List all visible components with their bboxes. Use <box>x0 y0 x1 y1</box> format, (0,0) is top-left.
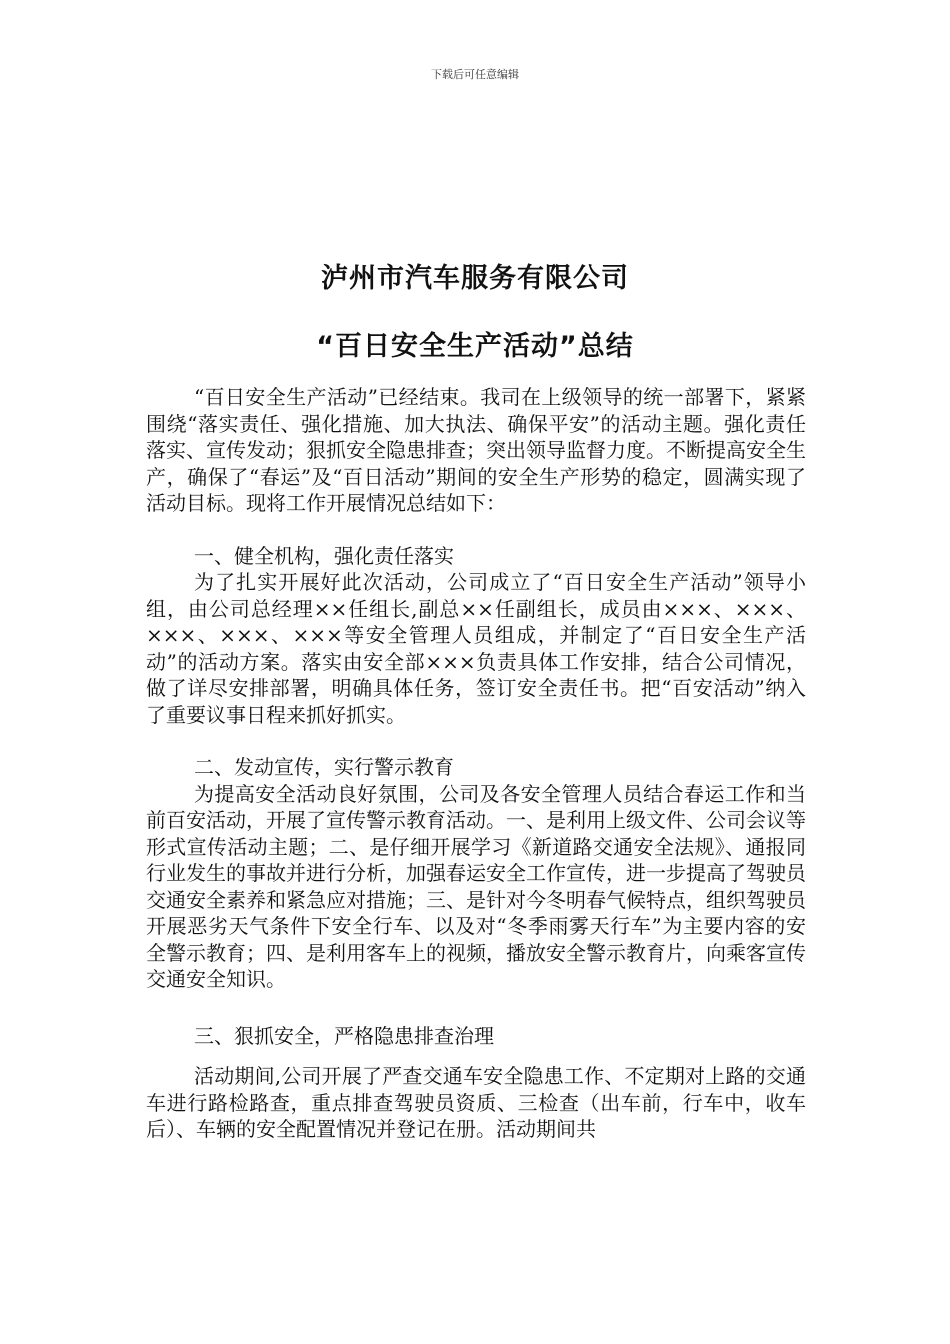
section-heading-1: 一、健全机构，强化责任落实 <box>194 543 454 568</box>
document-body <box>146 384 806 1143</box>
document-title-company: 泸州市汽车服务有限公司 <box>321 263 629 294</box>
section-paragraph-3: 活动期间,公司开展了严查交通车安全隐患工作、不定期对上路的交通车进行路检路查，重点排查驾驶员资质、三检查（出车前，行车中，收车后）、车辆的安全配置情况并登记在册。活动期间共 <box>146 1064 806 1141</box>
section-heading-2: 二、发动宣传，实行警示教育 <box>194 755 454 779</box>
section-paragraph-2: 为提高安全活动良好氛围，公司及各安全管理人员结合春运工作和当前百安活动，开展了宣传警示教育活动。一、是利用上级文件、公司会议等形式宣传活动主题；二、是仔细开展学习《新道路交通安全法规》、通报同行业发生的事故并进行分析，加强春运安全工作宣传，进一步提高了驾驶员交通安全素养和紧急应对措施；三、是针对今冬明春气候特点，组织驾驶员开展恶劣天气条件下安全行车、以及对“冬季雨雾天行车”为主要内容的安全警示教育；四、是利用客车上的视频，播放安全警示教育片，向乘客宣传交通安全知识。 <box>146 781 806 991</box>
header-note: 下载后可任意编辑 <box>431 68 519 81</box>
section-heading-3: 三、狠抓安全，严格隐患排查治理 <box>194 1023 494 1048</box>
section-paragraph-1: 为了扎实开展好此次活动，公司成立了“百日安全生产活动”领导小组，由公司总经理××任组长,副总××任副组长，成员由×××、×××、×××、×××、×××等安全管理人员组成，并制定了“百日安全生产活动”的活动方案。落实由安全部×××负责具体工作安排，结合公司情况，做了详尽安排部署，明确具体任务，签订安全责任书。把“百安活动”纳入了重要议事日程来抓好抓实。 <box>146 570 806 727</box>
document-title-subject: “百日安全生产活动”总结 <box>316 331 634 362</box>
intro-paragraph: “百日安全生产活动”已经结束。我司在上级领导的统一部署下，紧紧围绕“落实责任、强化措施、加大执法、确保平安”的活动主题。强化责任落实、宣传发动；狠抓安全隐患排查；突出领导监督力度。不断提高安全生产，确保了“春运”及“百日活动”期间的安全生产形势的稳定，圆满实现了活动目标。现将工作开展情况总结如下： <box>146 385 806 515</box>
